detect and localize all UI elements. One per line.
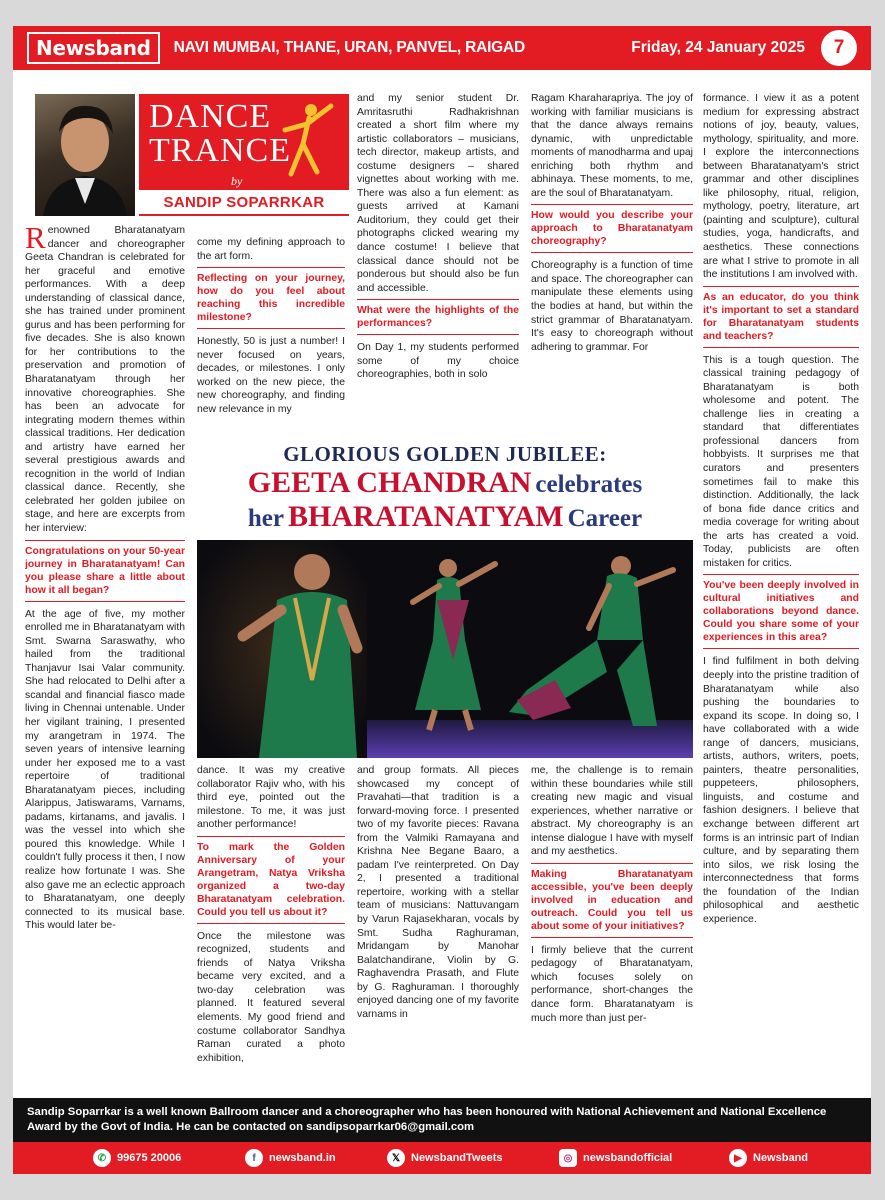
masthead (13, 26, 871, 70)
page-number: 7 (821, 30, 857, 66)
edition-region: NAVI MUMBAI, THANE, URAN, PANVEL, RAIGAD (173, 39, 526, 56)
x-handle: NewsbandTweets (411, 1152, 503, 1164)
issue-date: Friday, 24 January 2025 (631, 39, 805, 56)
instagram-icon: ◎ (559, 1149, 577, 1167)
article-column-5 (703, 92, 859, 1096)
article-column-4-bottom (531, 764, 693, 1094)
author-portrait-icon (35, 94, 135, 216)
newspaper-page (13, 26, 871, 1174)
answer-3: Once the milestone was recognized, students and friends of Natya Vriksha became very excited, and a two-day celebration was planned. It featured several elements. My good friend and costume collaborator Sandhya Raman curated a photo exhibition, (197, 930, 345, 1064)
author-photo (35, 94, 135, 216)
performance-photo (197, 540, 693, 758)
answer-1-continued: come my defining approach to the art form. (197, 237, 345, 262)
whatsapp-icon: ✆ (93, 1149, 111, 1167)
headline-her: her (247, 505, 285, 532)
headline-career: Career (567, 505, 643, 532)
question-7: As an educator, do you think it's important to set a standard for Bharatanatyam students and teachers? (703, 286, 859, 348)
article-column-3-bottom (357, 764, 519, 1094)
column-title-badge (139, 94, 349, 216)
dancers-on-stage-icon (197, 540, 693, 758)
answer-4-continued-2: Ragam Kharaharapriya. The joy of working with familiar musicians is that the dance always remains dynamic, with unpredictable moments of manodharma and upaj enriching both rhythm and abhinaya. These moments, to me, are the soul of Bharatanatyam. (531, 93, 693, 199)
dancer-silhouette-icon (273, 100, 343, 180)
article-column-3-top (357, 92, 519, 432)
question-4: What were the highlights of the performances? (357, 299, 519, 335)
youtube-link[interactable] (729, 1149, 808, 1167)
answer-6: I firmly believe that the current pedagogy of Bharatanatyam, which focuses solely on performance, short-changes the dance form. Bharatanatyam is much more than just per- (531, 944, 693, 1024)
answer-2: Honestly, 50 is just a number! I never focused on years, decades, or milestones. I only worked on the new piece, the new choreography, and finding new relevance in my (197, 336, 345, 415)
question-1: Congratulations on your 50-year journey in Bharatanatyam! Can you please share a little about how it all began? (25, 540, 185, 602)
article-column-2-bottom (197, 764, 345, 1094)
facebook-icon: f (245, 1149, 263, 1167)
instagram-link[interactable] (559, 1149, 672, 1167)
banner-kicker: GLORIOUS GOLDEN JUBILEE: (283, 442, 607, 466)
answer-3-continued: and my senior student Dr. Amritasruthi Radhakrishnan created a short film where my artistic collaborators – musicians, tech director, makeup artists, and costume designers – shared vignettes about working with me. There was also a fun element: as guests arrived at Kamani Auditorium, they could get their photographs clicked wearing my dance costume! I believe that classical dance should not be ponderous but should also be fun and accessible. (357, 93, 519, 294)
question-6: Making Bharatanatyam accessible, you've been deeply involved in education and outreach. Could you tell us about some of your initiatives? (531, 863, 693, 938)
author-credit-bar: Sandip Soparrkar is a well known Ballroom dancer and a choreographer who has been honoured with National Achievement and National Excellence Award by the Govt of India. He can be contacted on sandipsoparrkar06@gmail.com (13, 1098, 871, 1142)
column-title-line2: TRANCE (149, 132, 291, 169)
x-icon: 𝕏 (387, 1149, 405, 1167)
question-2: Reflecting on your journey, how do you feel about reaching this incredible milestone? (197, 267, 345, 329)
headline-art: BHARATANATYAM (288, 500, 564, 533)
article-column-1 (25, 224, 185, 1094)
article-column-2-top (197, 236, 345, 432)
drop-cap: R (25, 224, 46, 255)
social-footer (13, 1142, 871, 1174)
byline-by: by (231, 174, 243, 188)
answer-8: I find fulfilment in both delving deeply into the pristine tradition of Bharatanatyam while also pushing the boundaries to expand its scope. In doing so, I have collaborated with a wide range of dancers, musicians, artists, authors, writers, poets, painters, theatre personalities, puppeteers, philosophers, linguists, and costume and fashion designers. I believe that exchange between different art forms is an intrinsic part of Indian culture, and by separating them into silos, we risk losing the interconnectedness that forms the foundation of the Indian philosophical and aesthetic experience. (703, 656, 859, 925)
headline-name: GEETA CHANDRAN (247, 466, 532, 499)
column-title-line1: DANCE (149, 98, 272, 135)
facebook-link[interactable] (245, 1149, 336, 1167)
answer-5-continued: me, the challenge is to remain within these boundaries while still creating new magic and visual experiences, whether narrative or abstract. My choreography is an intense dialogue I have with myself and my aesthetics. (531, 765, 693, 858)
question-3: To mark the Golden Anniversary of your Arangetram, Natya Vriksha organized a two-day Bharatanatyam celebration. Could you tell us about it? (197, 836, 345, 924)
whatsapp-number: 99675 20006 (117, 1152, 182, 1164)
whatsapp-link[interactable] (93, 1149, 181, 1167)
column-author: SANDIP SOPARRKAR (139, 190, 349, 214)
newsband-logo[interactable]: Newsband (27, 32, 160, 64)
question-8: You've been deeply involved in cultural initiatives and collaborations beyond dance. Could you share some of your experiences in this area? (703, 574, 859, 649)
answer-1: At the age of five, my mother enrolled me in Bharatanatyam with Smt. Swarna Saraswathy, who hailed from the traditional Thanjavur Isai Valar community. She had relocated to Delhi after a scandal and financial fiasco made living in Chennai untenable. Under her vigilant training, I presented my arangetram in 1974. The seven years of intensive learning under her exposed me to a vast repertoire of traditional Bharatanatyam pieces, including Alarippus, Jatiswarams, Varnams, padams, kirtanams, and javalis. I was the vessel into which she poured this knowledge. While I couldn't fully process it then, I now realize how fortunate I was. She also gave me an eclectic approach to Bharatanatyam, one deeply connected to its musical base. This would later be- (25, 608, 185, 932)
intro-text: enowned Bharatanatyam dancer and choreographer Geeta Chandran is celebrated for her graceful and emotive performances. With a deep understanding of classical dance, she has trained under prominent gurus and has been performing for five decades. She is also known for her contributions to the preservation and promotion of Bharatanatyam through her innovative choreographies. She has been an advocate for integrating modern themes within classical traditions. Her dedication and artistry have earned her several prestigious awards and recognition in the world of Indian classical dance. Recently, she celebrated her golden jubilee on stage, and here are excerpts from her interview: (25, 225, 185, 535)
instagram-handle: newsbandofficial (583, 1152, 673, 1164)
answer-6-continued: formance. I view it as a potent medium for expressing abstract notions of joy, beauty, values, mythology, spirituality, and more. I explore the interconnections between Bharatanatyam's strict grammar and other disciplines like philosophy, ritual, religion, mythology, poetry, literature, art (painting and sculpture), cultural studies, yoga, handicrafts, and aesthetics. These connections are what I strive to promote in all the institutions I am involved with. (703, 93, 859, 281)
answer-4: On Day 1, my students performed some of my choice choreographies, both in solo (357, 342, 519, 381)
answer-5: Choreography is a function of time and space. The choreographer can manipulate these elements using the bodies at hand, but within the strict grammar of Bharatanatyam. It's easy to choreograph without adhering to grammar. For (531, 260, 693, 353)
headline-celebrates: celebrates (535, 471, 643, 498)
question-5: How would you describe your approach to Bharatanatyam choreography? (531, 204, 693, 253)
answer-7: This is a tough question. The classical training pedagogy of Bharatanatyam is both wholesome and potent. The challenge lies in creating a standard that differentiates professional dancers from hobbyists. It surprises me that curators and presenters sometimes fail to make this distinction. Additionally, the lack of bona fide dance critics and media coverage for writing about the arts has created a void. Today, publicists are often mistaken for critics. (703, 354, 859, 569)
youtube-handle: Newsband (753, 1152, 809, 1164)
answer-4-continued: and group formats. All pieces showcased my concept of Pravahati—that tradition is a forward-moving force. I presented two of my favorite pieces: Ravana from the Valmiki Ramayana and Krishna Nee Begane Baaro, a padam I've reinterpreted. On Day 2, I presented a traditional repertoire, working with a stellar team of musicians: Nattuvangam by Varun Rajasekharan, vocals by Smt. Sudha Raghuraman, Mridangam by Manohar Balatchandirane, Violin by G. Raghavendra Prasath, and Flute by G. Raghuraman. I thoroughly enjoyed dancing one of my favorite varnams in (357, 765, 519, 1020)
youtube-icon: ▶ (729, 1149, 747, 1167)
banner-headline-line3 (197, 500, 693, 539)
x-link[interactable] (387, 1149, 503, 1167)
answer-2-continued: dance. It was my creative collaborator Rajiv who, with his third eye, pointed out the milestone. To me, it was just another performance! (197, 765, 345, 831)
article-column-4-top (531, 92, 693, 432)
headline-banner (197, 440, 693, 758)
intro-paragraph (25, 224, 185, 536)
facebook-handle: newsband.in (269, 1152, 336, 1164)
